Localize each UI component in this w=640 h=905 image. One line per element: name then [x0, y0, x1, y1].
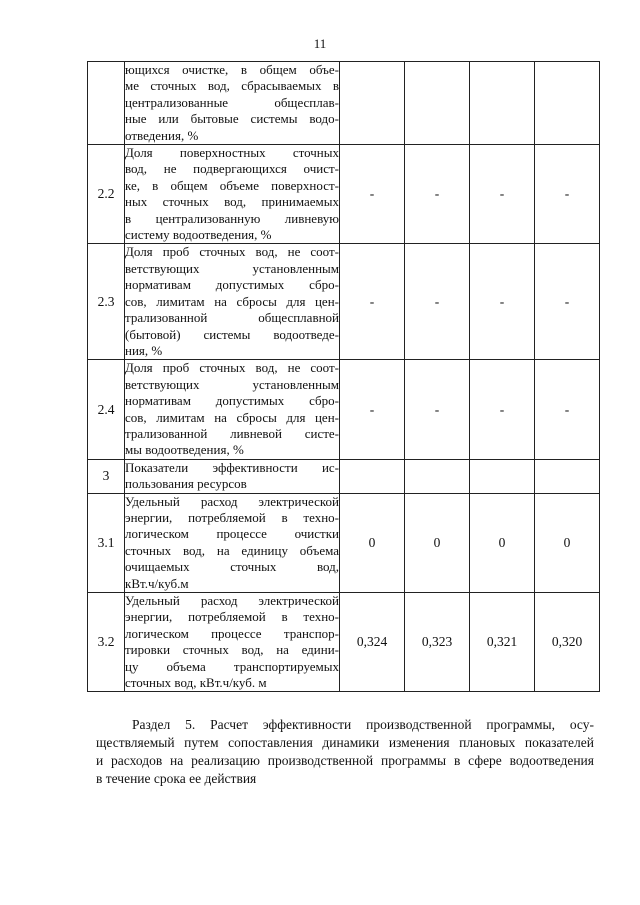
description-line: сов, лимитам на сбросы для цен-	[125, 293, 339, 309]
indicator-value: -	[405, 145, 470, 244]
row-number: 3.2	[88, 593, 125, 692]
description-line: кВт.ч/куб.м	[125, 575, 189, 591]
indicator-value	[470, 459, 535, 493]
description-line: в централизованную ливневую	[125, 210, 339, 226]
page-number: 11	[313, 36, 327, 51]
description-line: пользования ресурсов	[125, 476, 247, 492]
description-line: ке, в общем объеме поверхност-	[125, 177, 339, 193]
indicators-table	[87, 61, 600, 692]
description-line: Доля проб сточных вод, не соот-	[125, 244, 339, 260]
row-number: 3	[88, 459, 125, 493]
indicator-value	[535, 459, 600, 493]
indicator-value: -	[470, 360, 535, 459]
description-line: сточных вод, на единицу объема	[125, 542, 339, 558]
description-line: ющихся очистке, в общем объе-	[125, 62, 339, 77]
paragraph-line: и расходов на реализацию производственной программы в сфере водоотведения	[96, 753, 594, 768]
indicator-value: 0,324	[340, 593, 405, 692]
indicator-value: 0	[535, 493, 600, 592]
description-line: тировки сточных вод, на едини-	[125, 642, 339, 658]
indicator-value: 0,320	[535, 593, 600, 692]
row-number: 3.1	[88, 493, 125, 592]
indicator-value: -	[535, 145, 600, 244]
description-line: нормативам допустимых сбро-	[125, 393, 339, 409]
indicator-value: 0	[340, 493, 405, 592]
indicator-value: 0	[470, 493, 535, 592]
table-row	[88, 459, 600, 493]
description-line: ветствующих установленным	[125, 376, 339, 392]
indicator-value: -	[340, 244, 405, 360]
indicator-value: -	[405, 244, 470, 360]
indicator-value	[470, 62, 535, 145]
indicator-value: -	[340, 360, 405, 459]
indicator-value	[535, 62, 600, 145]
indicator-description	[125, 360, 340, 459]
indicator-description	[125, 62, 340, 145]
description-line: ме сточных вод, сбрасываемых в	[125, 78, 339, 94]
indicator-description	[125, 459, 340, 493]
indicator-description	[125, 593, 340, 692]
indicator-value	[340, 62, 405, 145]
description-line: централизованные общесплав-	[125, 94, 339, 110]
description-line: мы водоотведения, %	[125, 442, 244, 458]
row-number: 2.2	[88, 145, 125, 244]
description-line: Удельный расход электрической	[125, 593, 339, 608]
description-line: энергии, потребляемой в техно-	[125, 609, 339, 625]
paragraph-line: Раздел 5. Расчет эффективности производственной программы, осу-	[132, 717, 594, 732]
indicator-value: -	[470, 145, 535, 244]
description-line: вод, не подвергающихся очист-	[125, 161, 339, 177]
description-line: Доля проб сточных вод, не соот-	[125, 360, 339, 376]
section-5-heading	[96, 716, 594, 788]
description-line: сов, лимитам на сбросы для цен-	[125, 409, 339, 425]
description-line: систему водоотведения, %	[125, 227, 272, 243]
description-line: сточных вод, кВт.ч/куб. м	[125, 675, 267, 691]
description-line: трализованной ливневой систе-	[125, 425, 339, 441]
indicator-value: 0,323	[405, 593, 470, 692]
table-row	[88, 244, 600, 360]
description-line: (бытовой) системы водоотведе-	[125, 326, 339, 342]
description-line: ные или бытовые системы водо-	[125, 111, 339, 127]
description-line: энергии, потребляемой в техно-	[125, 509, 339, 525]
indicator-value: 0,321	[470, 593, 535, 692]
table-row	[88, 360, 600, 459]
description-line: отведения, %	[125, 127, 199, 143]
description-line: логическом процессе транспор-	[125, 625, 339, 641]
indicator-value: -	[340, 145, 405, 244]
description-line: Показатели эффективности ис-	[125, 459, 339, 475]
paragraph-line: в течение срока ее действия	[96, 771, 257, 786]
indicator-description	[125, 244, 340, 360]
indicator-value: -	[470, 244, 535, 360]
paragraph-line: ществляемый путем сопоставления динамики изменения плановых показателей	[96, 735, 594, 750]
table-row	[88, 493, 600, 592]
description-line: ния, %	[125, 342, 163, 358]
description-line: нормативам допустимых сбро-	[125, 277, 339, 293]
row-number	[88, 62, 125, 145]
indicator-value	[405, 62, 470, 145]
row-number: 2.4	[88, 360, 125, 459]
description-line: логическом процессе очистки	[125, 526, 339, 542]
description-line: очищаемых сточных вод,	[125, 559, 339, 575]
table-row	[88, 593, 600, 692]
indicator-description	[125, 145, 340, 244]
indicator-value	[405, 459, 470, 493]
indicator-value: 0	[405, 493, 470, 592]
indicator-value	[340, 459, 405, 493]
indicator-value: -	[535, 360, 600, 459]
description-line: Удельный расход электрической	[125, 493, 339, 509]
description-line: трализованной общесплавной	[125, 310, 339, 326]
table-row	[88, 145, 600, 244]
indicator-value: -	[405, 360, 470, 459]
description-line: ных сточных вод, принимаемых	[125, 194, 339, 210]
table-row	[88, 62, 600, 145]
row-number: 2.3	[88, 244, 125, 360]
description-line: цу объема транспортируемых	[125, 658, 339, 674]
description-line: ветствующих установленным	[125, 260, 339, 276]
indicator-value: -	[535, 244, 600, 360]
description-line: Доля поверхностных сточных	[125, 145, 339, 161]
indicator-description	[125, 493, 340, 592]
